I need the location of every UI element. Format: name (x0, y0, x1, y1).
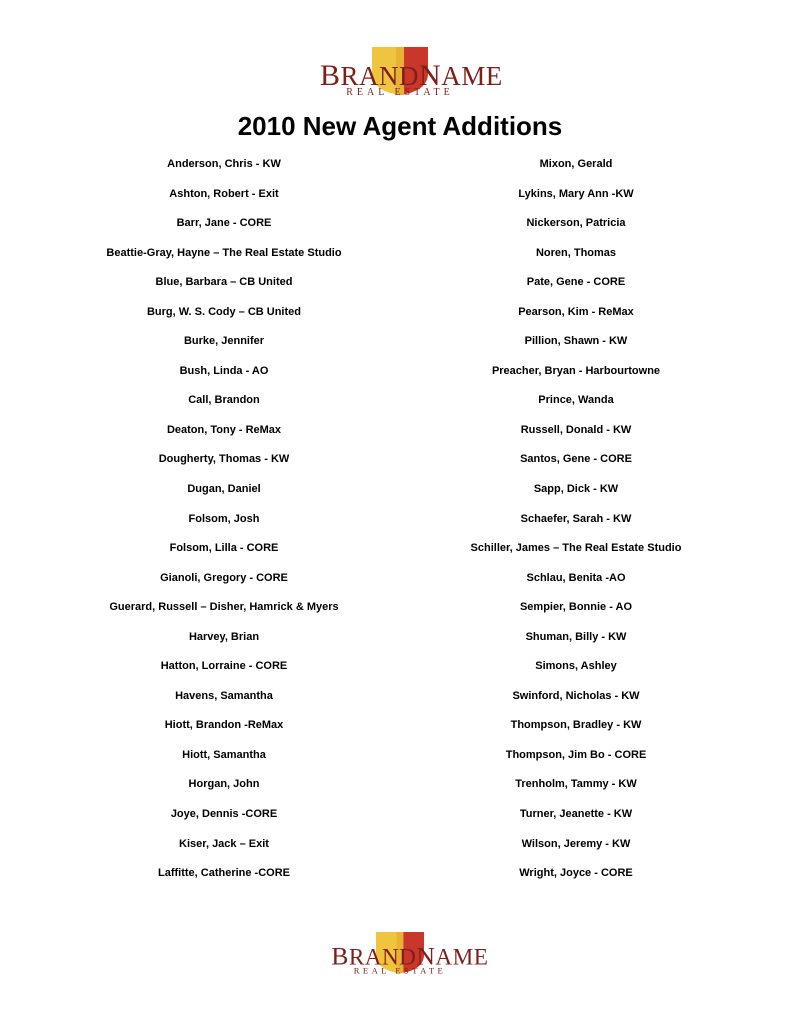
agent-list-item: Wright, Joyce - CORE (519, 867, 633, 880)
agent-list-item: Kiser, Jack – Exit (179, 837, 269, 850)
agent-list-item: Wilson, Jeremy - KW (521, 837, 631, 850)
agent-list-item: Simons, Ashley (535, 660, 617, 673)
agent-list-item: Horgan, John (188, 778, 260, 791)
brand-wordmark: BRANDNAME (331, 942, 489, 971)
agent-list-item: Beattie-Gray, Hayne – The Real Estate Studio (106, 246, 342, 259)
agent-list-item: Sempier, Bonnie - AO (519, 601, 633, 614)
agent-list-item: Hatton, Lorraine - CORE (160, 660, 288, 673)
agent-list-item: Hiott, Brandon -ReMax (164, 719, 284, 732)
agent-list-item: Guerard, Russell – Disher, Hamrick & Myers (109, 601, 339, 614)
agent-list-item: Thompson, Bradley - KW (510, 719, 642, 732)
agent-list-item: Prince, Wanda (538, 394, 614, 407)
agent-list-item: Gianoli, Gregory - CORE (160, 571, 288, 584)
agent-list-item: Lykins, Mary Ann -KW (518, 187, 634, 200)
agent-list-item: Mixon, Gerald (539, 158, 613, 170)
agent-list-item: Santos, Gene - CORE (520, 453, 632, 466)
agent-list-item: Pate, Gene - CORE (526, 276, 626, 289)
agent-list-item: Joye, Dennis -CORE (170, 808, 278, 821)
agent-list-item: Trenholm, Tammy - KW (515, 778, 637, 791)
agent-list-item: Dugan, Daniel (187, 483, 261, 496)
agent-list-item: Russell, Donald - KW (520, 423, 632, 436)
agent-list-item: Folsom, Josh (188, 512, 260, 525)
brand-tagline: REAL ESTATE (353, 966, 447, 976)
agent-list-item: Sapp, Dick - KW (533, 483, 619, 496)
agent-list-item: Bush, Linda - AO (179, 364, 269, 377)
brandname-logo-bottom (331, 932, 489, 980)
agent-list-item: Thompson, Jim Bo - CORE (505, 748, 647, 761)
agent-list-item: Deaton, Tony - ReMax (166, 423, 282, 436)
agent-list-item: Swinford, Nicholas - KW (512, 689, 640, 702)
agent-list-item: Dougherty, Thomas - KW (158, 453, 290, 466)
agent-list-right (396, 150, 756, 889)
agent-list-item: Burke, Jennifer (183, 335, 265, 348)
page-title: 2010 New Agent Additions (237, 111, 563, 141)
agent-list-item: Folsom, Lilla - CORE (169, 542, 279, 555)
agent-list-item: Nickerson, Patricia (526, 217, 626, 230)
agent-list-item: Barr, Jane - CORE (176, 217, 272, 230)
agent-list-item: Harvey, Brian (188, 630, 260, 643)
agent-list-item: Hiott, Samantha (182, 748, 266, 761)
agent-list-item: Anderson, Chris - KW (167, 158, 281, 170)
agent-list-left (44, 150, 404, 889)
agent-list-item: Burg, W. S. Cody – CB United (146, 305, 301, 318)
agent-list-item: Blue, Barbara – CB United (155, 276, 293, 289)
agent-list-item: Pillion, Shawn - KW (524, 335, 628, 348)
agent-list-item: Schiller, James – The Real Estate Studio (470, 542, 682, 555)
agent-list-item: Schaefer, Sarah - KW (520, 512, 632, 525)
agent-list-item: Shuman, Billy - KW (525, 630, 627, 643)
agent-list-item: Turner, Jeanette - KW (519, 808, 633, 821)
agent-list-item: Schlau, Benita -AO (526, 571, 626, 584)
brandname-logo-top (320, 47, 503, 103)
agent-list-item: Ashton, Robert - Exit (169, 187, 279, 200)
brand-tagline: REAL ESTATE (346, 87, 454, 98)
agent-list-item: Preacher, Bryan - Harbourtowne (491, 364, 661, 377)
agent-list-item: Pearson, Kim - ReMax (518, 305, 634, 318)
brand-wordmark: BRANDNAME (320, 59, 503, 92)
agent-list-item: Havens, Samantha (175, 689, 273, 702)
agent-list-item: Laffitte, Catherine -CORE (157, 867, 290, 880)
agent-list-item: Call, Brandon (188, 394, 260, 407)
agent-list-item: Noren, Thomas (535, 246, 617, 259)
